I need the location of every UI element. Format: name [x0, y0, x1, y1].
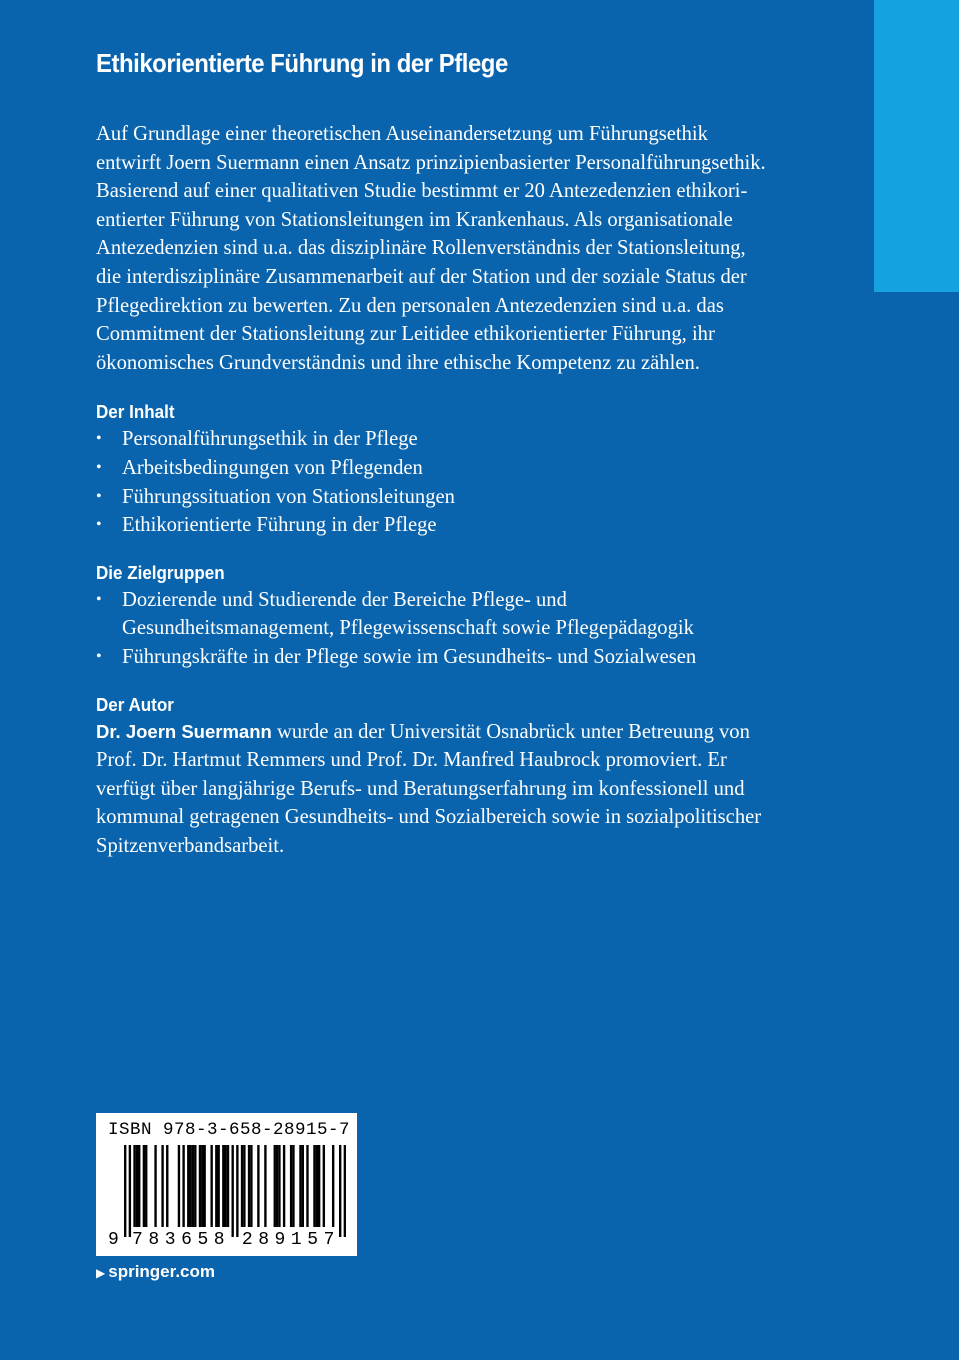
list-item: • Führungssituation von Stationsleitungen: [96, 483, 816, 512]
ean-digit: 6: [181, 1230, 192, 1250]
barcode-bar: [129, 1145, 131, 1237]
barcode-bar: [318, 1145, 320, 1227]
barcode-bar: [224, 1145, 226, 1227]
barcode-bar: [143, 1145, 145, 1227]
barcode-bar: [138, 1145, 140, 1227]
ean-digit: 9: [108, 1230, 119, 1250]
inhalt-list: [96, 425, 816, 539]
ean-digit: 8: [148, 1230, 160, 1250]
barcode-bar: [192, 1145, 194, 1227]
autor-line: Dr. Joern Suermann wurde an der Universität Osnabrück unter Betreuung von: [96, 720, 750, 743]
ean-digit: 8: [258, 1230, 269, 1250]
ean-digit: 3: [164, 1230, 176, 1250]
barcode-bar: [178, 1145, 180, 1227]
author-name: Dr. Joern Suermann: [96, 720, 272, 742]
intro-line: entierter Führung von Stationsleitungen im Krankenhaus. Als organisationale: [96, 208, 733, 231]
ean-digit: 9: [274, 1230, 286, 1250]
barcode-bar: [154, 1145, 156, 1227]
barcode-bar: [274, 1145, 276, 1227]
barcode-bar: [210, 1145, 212, 1227]
list-item: • Ethikorientierte Führung in der Pflege: [96, 511, 816, 540]
barcode-bar: [344, 1145, 346, 1237]
barcode-bars: [124, 1145, 346, 1237]
barcode-bar: [283, 1145, 285, 1227]
barcode-bar: [248, 1145, 250, 1227]
barcode-bar: [161, 1145, 163, 1227]
intro-line: ökonomisches Grundverständnis und ihre ethische Kompetenz zu zählen.: [96, 351, 700, 374]
barcode-bar: [264, 1145, 266, 1227]
bullet-icon: •: [96, 516, 102, 534]
list-item: • Dozierende und Studierende der Bereiche Pflege- und Gesundheitsmanagement, Pflegewissenschaft sowie Pflegepädagogik: [96, 586, 816, 643]
list-item: • Führungskräfte in der Pflege sowie im Gesundheits- und Sozialwesen: [96, 643, 816, 672]
bullet-icon: •: [96, 647, 102, 665]
barcode-bar: [217, 1145, 219, 1227]
barcode-bar: [145, 1145, 147, 1227]
barcode-bar: [332, 1145, 334, 1227]
ean-digit: 1: [290, 1230, 302, 1250]
barcode-bar: [236, 1145, 238, 1237]
barcode-bar: [189, 1145, 191, 1227]
intro-line: Commitment der Stationsleitung zur Leitidee ethikorientierter Führung, ihr: [96, 323, 715, 346]
intro-line: Auf Grundlage einer theoretischen Auseinandersetzung um Führungsethik: [96, 123, 708, 145]
barcode-bar: [124, 1145, 126, 1237]
publisher-link[interactable]: ▶ springer.com: [96, 1262, 215, 1281]
autor-line: verfügt über langjährige Berufs- und Beratungserfahrung im konfessionell und: [96, 777, 745, 800]
autor-line: Prof. Dr. Hartmut Remmers und Prof. Dr. Manfred Haubrock promoviert. Er: [96, 749, 727, 772]
barcode-bar: [290, 1145, 292, 1227]
barcode-bar: [201, 1145, 203, 1227]
isbn-number: ISBN 978-3-658-28915-7: [108, 1120, 351, 1140]
inhalt-heading: Der Inhalt: [96, 401, 175, 423]
ean-digit: 8: [213, 1230, 225, 1250]
intro-paragraph: [96, 120, 816, 377]
barcode-bar: [187, 1145, 189, 1227]
play-arrow-icon: ▶: [96, 1266, 106, 1280]
barcode-bar: [133, 1145, 135, 1227]
bullet-icon: •: [96, 458, 102, 476]
barcode-bar: [323, 1145, 325, 1227]
ean-digit: 7: [132, 1230, 143, 1250]
barcode-bar: [166, 1145, 168, 1227]
barcode-bar: [182, 1145, 184, 1227]
barcode-bar: [243, 1145, 245, 1227]
ean-digit: 2: [241, 1230, 253, 1250]
ean-digit: 7: [323, 1230, 335, 1250]
book-title: Ethikorientierte Führung in der Pflege: [96, 48, 508, 78]
barcode-bar: [241, 1145, 243, 1227]
barcode-bar: [316, 1145, 318, 1227]
barcode-bar: [215, 1145, 217, 1227]
bullet-icon: •: [96, 430, 102, 448]
barcode-bar: [313, 1145, 315, 1227]
barcode-bar: [199, 1145, 201, 1227]
list-item: • Arbeitsbedingungen von Pflegenden: [96, 454, 816, 483]
intro-line: die interdisziplinäre Zusammenarbeit auf der Station und der soziale Status der: [96, 265, 747, 288]
barcode-bar: [203, 1145, 205, 1227]
accent-bar: [874, 0, 959, 292]
barcode-bar: [222, 1145, 224, 1227]
autor-heading: Der Autor: [96, 693, 174, 715]
back-cover-content: [96, 42, 816, 860]
ean-digit: 5: [197, 1230, 209, 1250]
barcode-bar: [302, 1145, 304, 1227]
barcode-bar: [276, 1145, 278, 1227]
isbn-barcode: [96, 1113, 357, 1256]
ean-digit: 5: [307, 1230, 319, 1250]
barcode-bar: [339, 1145, 341, 1237]
list-item: • Personalführungsethik in der Pflege: [96, 425, 816, 454]
intro-line: entwirft Joern Suermann einen Ansatz prinzipienbasierter Personalführungsethik.: [96, 151, 766, 174]
intro-line: Pflegedirektion zu bewerten. Zu den personalen Antezedenzien sind u.a. das: [96, 294, 724, 317]
autor-line: kommunal getragenen Gesundheits- und Sozialbereich sowie in sozialpolitischer: [96, 806, 762, 829]
barcode-bar: [194, 1145, 196, 1227]
bullet-icon: •: [96, 590, 102, 608]
barcode-bar: [136, 1145, 138, 1227]
barcode-bar: [231, 1145, 233, 1237]
barcode-bar: [299, 1145, 301, 1227]
bullet-icon: •: [96, 487, 102, 505]
barcode-bar: [227, 1145, 229, 1227]
barcode-bar: [306, 1145, 308, 1227]
ean-digits: [96, 1230, 357, 1252]
autor-line: Spitzenverbandsarbeit.: [96, 834, 285, 857]
barcode-bar: [257, 1145, 259, 1227]
zielgruppen-heading: Die Zielgruppen: [96, 561, 225, 583]
barcode-bar: [292, 1145, 294, 1227]
zielgruppen-list: [96, 586, 816, 672]
barcode-bar: [278, 1145, 280, 1227]
autor-paragraph: [96, 718, 816, 861]
intro-line: Basierend auf einer qualitativen Studie bestimmt er 20 Antezedenzien ethikori-: [96, 180, 748, 203]
intro-line: Antezedenzien sind u.a. das disziplinäre Rollenverständnis der Stationsleitung,: [96, 237, 746, 260]
barcode-bar: [250, 1145, 252, 1227]
